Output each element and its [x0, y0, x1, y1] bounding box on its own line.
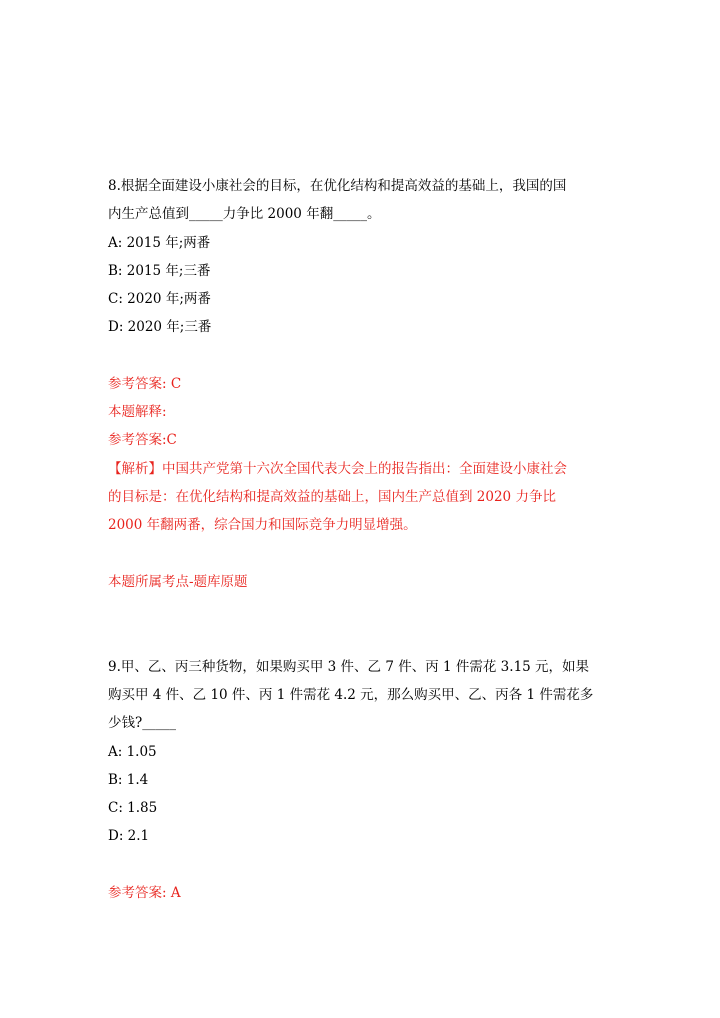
q8-answer-repeat: 参考答案:C: [108, 432, 177, 448]
q8-analysis-line1: 【解析】中国共产党第十六次全国代表大会上的报告指出：全面建设小康社会: [108, 461, 567, 477]
q8-option-d: D: 2020 年;三番: [108, 319, 212, 335]
q9-option-c: C: 1.85: [108, 800, 158, 816]
q8-topic: 本题所属考点-题库原题: [108, 574, 248, 590]
q8-analysis-line3: 2000 年翻两番，综合国力和国际竞争力明显增强。: [108, 517, 417, 533]
q8-option-a: A: 2015 年;两番: [108, 235, 211, 251]
q8-analysis-line2: 的目标是：在优化结构和提高效益的基础上，国内生产总值到 2020 力争比: [108, 489, 556, 505]
q9-answer: 参考答案: A: [108, 885, 181, 901]
q9-option-b: B: 1.4: [108, 772, 149, 788]
q9-stem-line2: 购买甲 4 件、乙 10 件、丙 1 件需花 4.2 元，那么购买甲、乙、丙各 1 件需花多: [108, 687, 594, 703]
q8-option-c: C: 2020 年;两番: [108, 291, 211, 307]
q9-stem-line1: 9.甲、乙、丙三种货物，如果购买甲 3 件、乙 7 件、丙 1 件需花 3.15 元，如果: [108, 659, 590, 675]
q8-explanation-label: 本题解释:: [108, 404, 167, 420]
q9-option-a: A: 1.05: [108, 744, 157, 760]
q8-stem-line1: 8.根据全面建设小康社会的目标，在优化结构和提高效益的基础上，我国的国: [108, 178, 567, 194]
q8-stem-line2: 内生产总值到_____力争比 2000 年翻_____。: [108, 206, 381, 222]
q9-option-d: D: 2.1: [108, 828, 150, 844]
q9-stem-line3: 少钱?_____: [108, 715, 176, 731]
q8-option-b: B: 2015 年;三番: [108, 263, 211, 279]
q8-answer: 参考答案: C: [108, 376, 182, 392]
